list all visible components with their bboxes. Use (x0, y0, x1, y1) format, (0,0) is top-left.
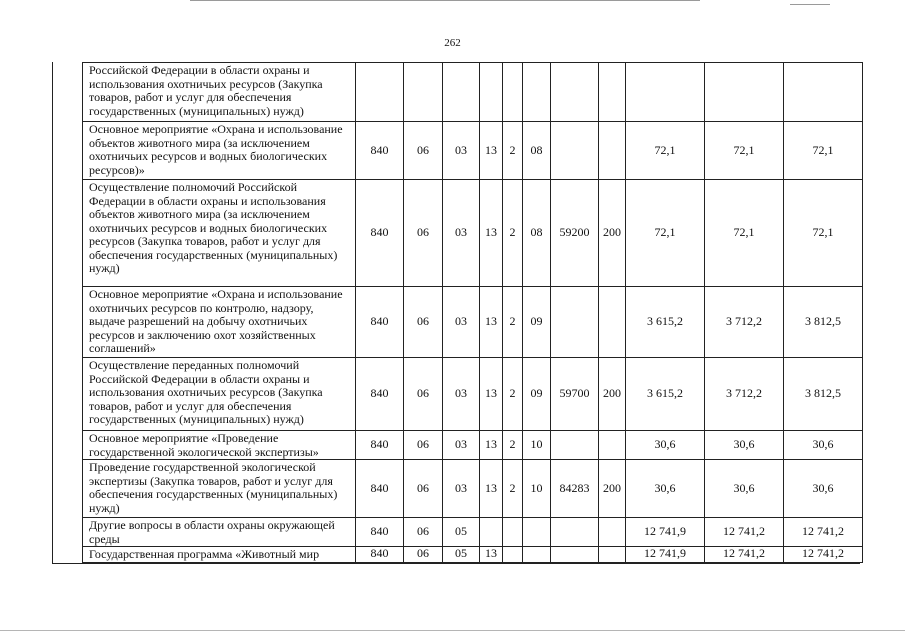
amount-year-1 (626, 63, 705, 122)
activity-code: 09 (523, 358, 551, 431)
section-code: 06 (404, 287, 443, 358)
row-description: Основное мероприятие «Охрана и использование объектов животного мира (за исключением охотничьих ресурсов и водных биологических ресурсов)» (83, 122, 356, 180)
subprogram-code: 2 (503, 358, 523, 431)
activity-code (523, 547, 551, 563)
ministry-code: 840 (356, 547, 404, 563)
activity-code: 10 (523, 460, 551, 518)
amount-year-3: 3 812,5 (784, 358, 863, 431)
amount-year-2: 30,6 (705, 460, 784, 518)
section-code: 06 (404, 180, 443, 287)
scan-artifact-bottom (0, 630, 905, 631)
amount-year-1: 72,1 (626, 180, 705, 287)
table-row (83, 460, 863, 518)
subprogram-code: 2 (503, 287, 523, 358)
budget-table-body (83, 63, 863, 563)
row-description: Проведение государственной экологической экспертизы (Закупка товаров, работ и услуг для обеспечения государственных (муниципальных) нужд) (83, 460, 356, 518)
row-description: Осуществление переданных полномочий Российской Федерации в области охраны и использования охотничьих ресурсов (Закупка товаров, работ и услуг для обеспечения государственных (муниципальных) нужд) (83, 358, 356, 431)
amount-year-3: 30,6 (784, 431, 863, 460)
amount-year-3 (784, 63, 863, 122)
subsection-code: 03 (443, 180, 480, 287)
amount-year-3: 12 741,2 (784, 547, 863, 563)
program-code: 13 (480, 460, 503, 518)
ministry-code: 840 (356, 287, 404, 358)
activity-code: 09 (523, 287, 551, 358)
expense-type-code: 200 (599, 180, 626, 287)
ministry-code: 840 (356, 431, 404, 460)
subprogram-code: 2 (503, 460, 523, 518)
amount-year-1: 30,6 (626, 460, 705, 518)
item-code (551, 122, 599, 180)
subsection-code: 05 (443, 547, 480, 563)
item-code (551, 431, 599, 460)
row-description: Основное мероприятие «Охрана и использование охотничьих ресурсов по контролю, надзору, выдаче разрешений на добычу охотничьих ресурсов и заключению охот хозяйственных соглашений» (83, 287, 356, 358)
row-description: Осуществление полномочий Российской Федерации в области охраны и использования объектов животного мира (за исключением охотничьих ресурсов и водных биологических ресурсов (Закупка товаров, работ и услуг для обеспечения государственных (муниципальных) нужд) (83, 180, 356, 287)
table-row (83, 63, 863, 122)
amount-year-1: 3 615,2 (626, 358, 705, 431)
item-code (551, 547, 599, 563)
table-bottom-line (52, 563, 860, 564)
expense-type-code (599, 518, 626, 547)
amount-year-2: 3 712,2 (705, 287, 784, 358)
expense-type-code (599, 431, 626, 460)
section-code: 06 (404, 460, 443, 518)
ministry-code: 840 (356, 518, 404, 547)
section-code (404, 63, 443, 122)
amount-year-1: 12 741,9 (626, 547, 705, 563)
subprogram-code (503, 547, 523, 563)
expense-type-code (599, 63, 626, 122)
row-description: Государственная программа «Животный мир (83, 547, 356, 563)
table-row (83, 547, 863, 563)
ministry-code: 840 (356, 122, 404, 180)
ministry-code: 840 (356, 180, 404, 287)
subprogram-code: 2 (503, 180, 523, 287)
subprogram-code (503, 518, 523, 547)
section-code: 06 (404, 122, 443, 180)
page-number: 262 (444, 37, 461, 49)
item-code: 59200 (551, 180, 599, 287)
section-code: 06 (404, 547, 443, 563)
row-description: Другие вопросы в области охраны окружающей среды (83, 518, 356, 547)
table-row (83, 518, 863, 547)
amount-year-2: 72,1 (705, 180, 784, 287)
scan-artifact-top (190, 0, 700, 1)
section-code: 06 (404, 518, 443, 547)
subsection-code: 03 (443, 122, 480, 180)
amount-year-3: 30,6 (784, 460, 863, 518)
expense-type-code: 200 (599, 358, 626, 431)
expense-type-code (599, 287, 626, 358)
program-code: 13 (480, 547, 503, 563)
item-code (551, 63, 599, 122)
activity-code: 08 (523, 122, 551, 180)
subsection-code: 03 (443, 431, 480, 460)
item-code: 59700 (551, 358, 599, 431)
amount-year-3: 72,1 (784, 180, 863, 287)
section-code: 06 (404, 431, 443, 460)
program-code (480, 518, 503, 547)
amount-year-1: 72,1 (626, 122, 705, 180)
program-code: 13 (480, 180, 503, 287)
program-code: 13 (480, 431, 503, 460)
subsection-code: 05 (443, 518, 480, 547)
item-code (551, 518, 599, 547)
expense-type-code (599, 547, 626, 563)
row-description: Основное мероприятие «Проведение государственной экологической экспертизы» (83, 431, 356, 460)
subprogram-code: 2 (503, 122, 523, 180)
item-code: 84283 (551, 460, 599, 518)
table-row (83, 431, 863, 460)
subprogram-code (503, 63, 523, 122)
subsection-code: 03 (443, 460, 480, 518)
amount-year-3: 72,1 (784, 122, 863, 180)
amount-year-2: 12 741,2 (705, 518, 784, 547)
table-row (83, 287, 863, 358)
amount-year-1: 3 615,2 (626, 287, 705, 358)
subprogram-code: 2 (503, 431, 523, 460)
row-description: Российской Федерации в области охраны и использования охотничьих ресурсов (Закупка товаров, работ и услуг для обеспечения государственных (муниципальных) нужд) (83, 63, 356, 122)
activity-code (523, 63, 551, 122)
ministry-code: 840 (356, 358, 404, 431)
table-row (83, 122, 863, 180)
ministry-code: 840 (356, 460, 404, 518)
amount-year-2: 72,1 (705, 122, 784, 180)
section-code: 06 (404, 358, 443, 431)
amount-year-2: 12 741,2 (705, 547, 784, 563)
table-row (83, 358, 863, 431)
scan-artifact-top-right (790, 4, 830, 5)
table-row (83, 180, 863, 287)
budget-table (82, 62, 863, 563)
activity-code (523, 518, 551, 547)
ministry-code (356, 63, 404, 122)
subsection-code: 03 (443, 287, 480, 358)
program-code (480, 63, 503, 122)
program-code: 13 (480, 287, 503, 358)
expense-type-code: 200 (599, 460, 626, 518)
subsection-code (443, 63, 480, 122)
amount-year-2 (705, 63, 784, 122)
table-left-margin-line (52, 62, 53, 564)
activity-code: 10 (523, 431, 551, 460)
item-code (551, 287, 599, 358)
expense-type-code (599, 122, 626, 180)
program-code: 13 (480, 122, 503, 180)
amount-year-2: 3 712,2 (705, 358, 784, 431)
subsection-code: 03 (443, 358, 480, 431)
amount-year-2: 30,6 (705, 431, 784, 460)
program-code: 13 (480, 358, 503, 431)
amount-year-1: 30,6 (626, 431, 705, 460)
amount-year-1: 12 741,9 (626, 518, 705, 547)
amount-year-3: 3 812,5 (784, 287, 863, 358)
amount-year-3: 12 741,2 (784, 518, 863, 547)
activity-code: 08 (523, 180, 551, 287)
